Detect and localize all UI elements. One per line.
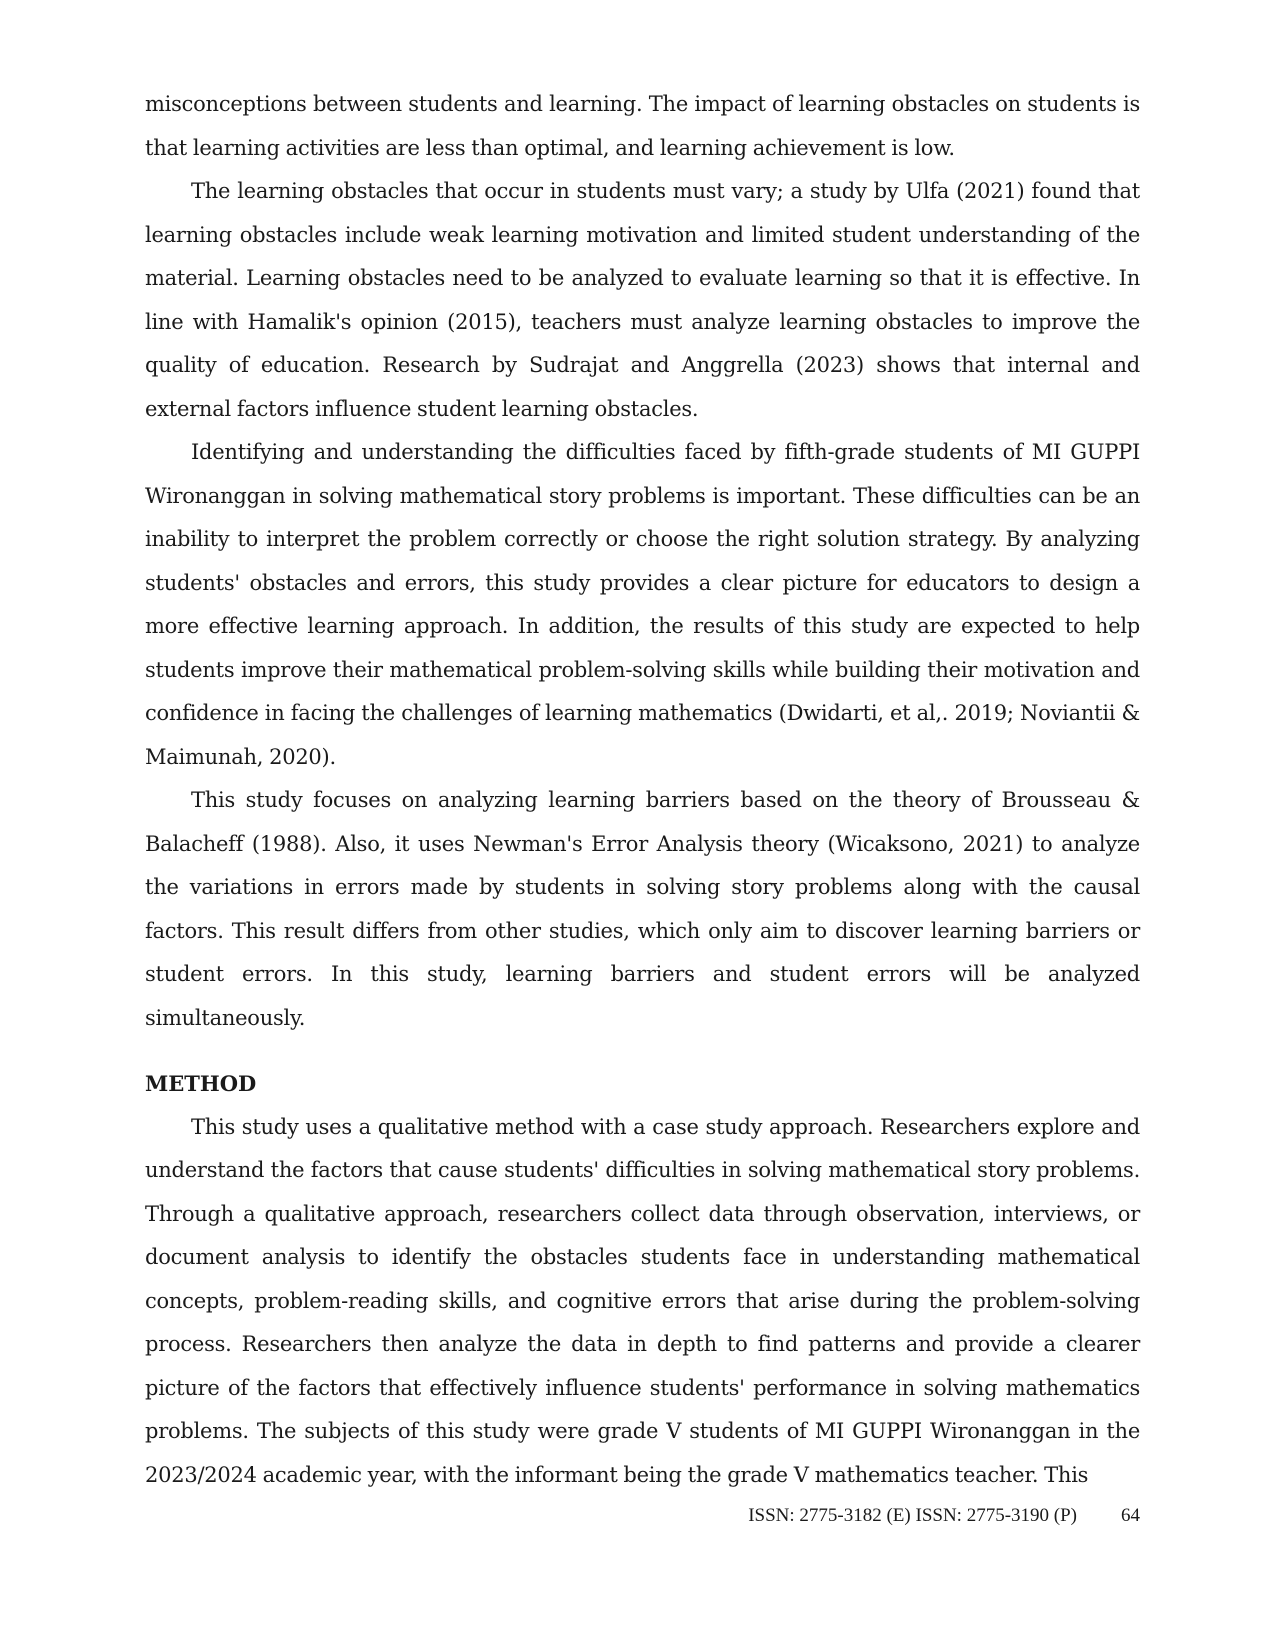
body-paragraph: The learning obstacles that occur in students must vary; a study by Ulfa (2021) found that learning obstacles include weak learning motivation and limited student understanding of the material. Learning obstacles need to be analyzed to evaluate learning so that it is effective. In line with Hamalik's opinion (2015), teachers must analyze learning obstacles to improve the quality of education. Research by Sudrajat and Anggrella (2023) shows that internal and external factors influence student learning obstacles.: [145, 179, 1140, 421]
body-paragraph: This study focuses on analyzing learning barriers based on the theory of Brousseau & Balacheff (1988). Also, it uses Newman's Error Analysis theory (Wicaksono, 2021) to analyze the variations in errors made by students in solving story problems along with the causal factors. This result differs from other studies, which only aim to discover learning barriers or student errors. In this study, learning barriers and student errors will be analyzed simultaneously.: [145, 788, 1140, 1030]
body-paragraph-continued: misconceptions between students and learning. The impact of learning obstacles on students is that learning activities are less than optimal, and learning achievement is low.: [145, 92, 1140, 160]
page-number: 64: [1121, 1505, 1140, 1526]
method-paragraph: This study uses a qualitative method with a case study approach. Researchers explore and understand the factors that cause students' difficulties in solving mathematical story problems. Through a qualitative approach, researchers collect data through observation, interviews, or document analysis to identify the obstacles students face in understanding mathematical concepts, problem-reading skills, and cognitive errors that arise during the problem-solving process. Researchers then analyze the data in depth to find patterns and provide a clearer picture of the factors that effectively influence students' performance in solving mathematics problems. The subjects of this study were grade V students of MI GUPPI Wironanggan in the 2023/2024 academic year, with the informant being the grade V mathematics teacher. This: [145, 1114, 1140, 1487]
page-body: [145, 83, 1140, 1497]
issn-text: ISSN: 2775-3182 (E) ISSN: 2775-3190 (P): [748, 1505, 1077, 1526]
section-heading-method: METHOD: [145, 1071, 257, 1096]
body-paragraph: Identifying and understanding the difficulties faced by fifth-grade students of MI GUPPI Wironanggan in solving mathematical story problems is important. These difficulties can be an inability to interpret the problem correctly or choose the right solution strategy. By analyzing students' obstacles and errors, this study provides a clear picture for educators to design a more effective learning approach. In addition, the results of this study are expected to help students improve their mathematical problem-solving skills while building their motivation and confidence in facing the challenges of learning mathematics (Dwidarti, et al,. 2019; Noviantii & Maimunah, 2020).: [145, 440, 1140, 769]
page-footer: [748, 1505, 1140, 1527]
